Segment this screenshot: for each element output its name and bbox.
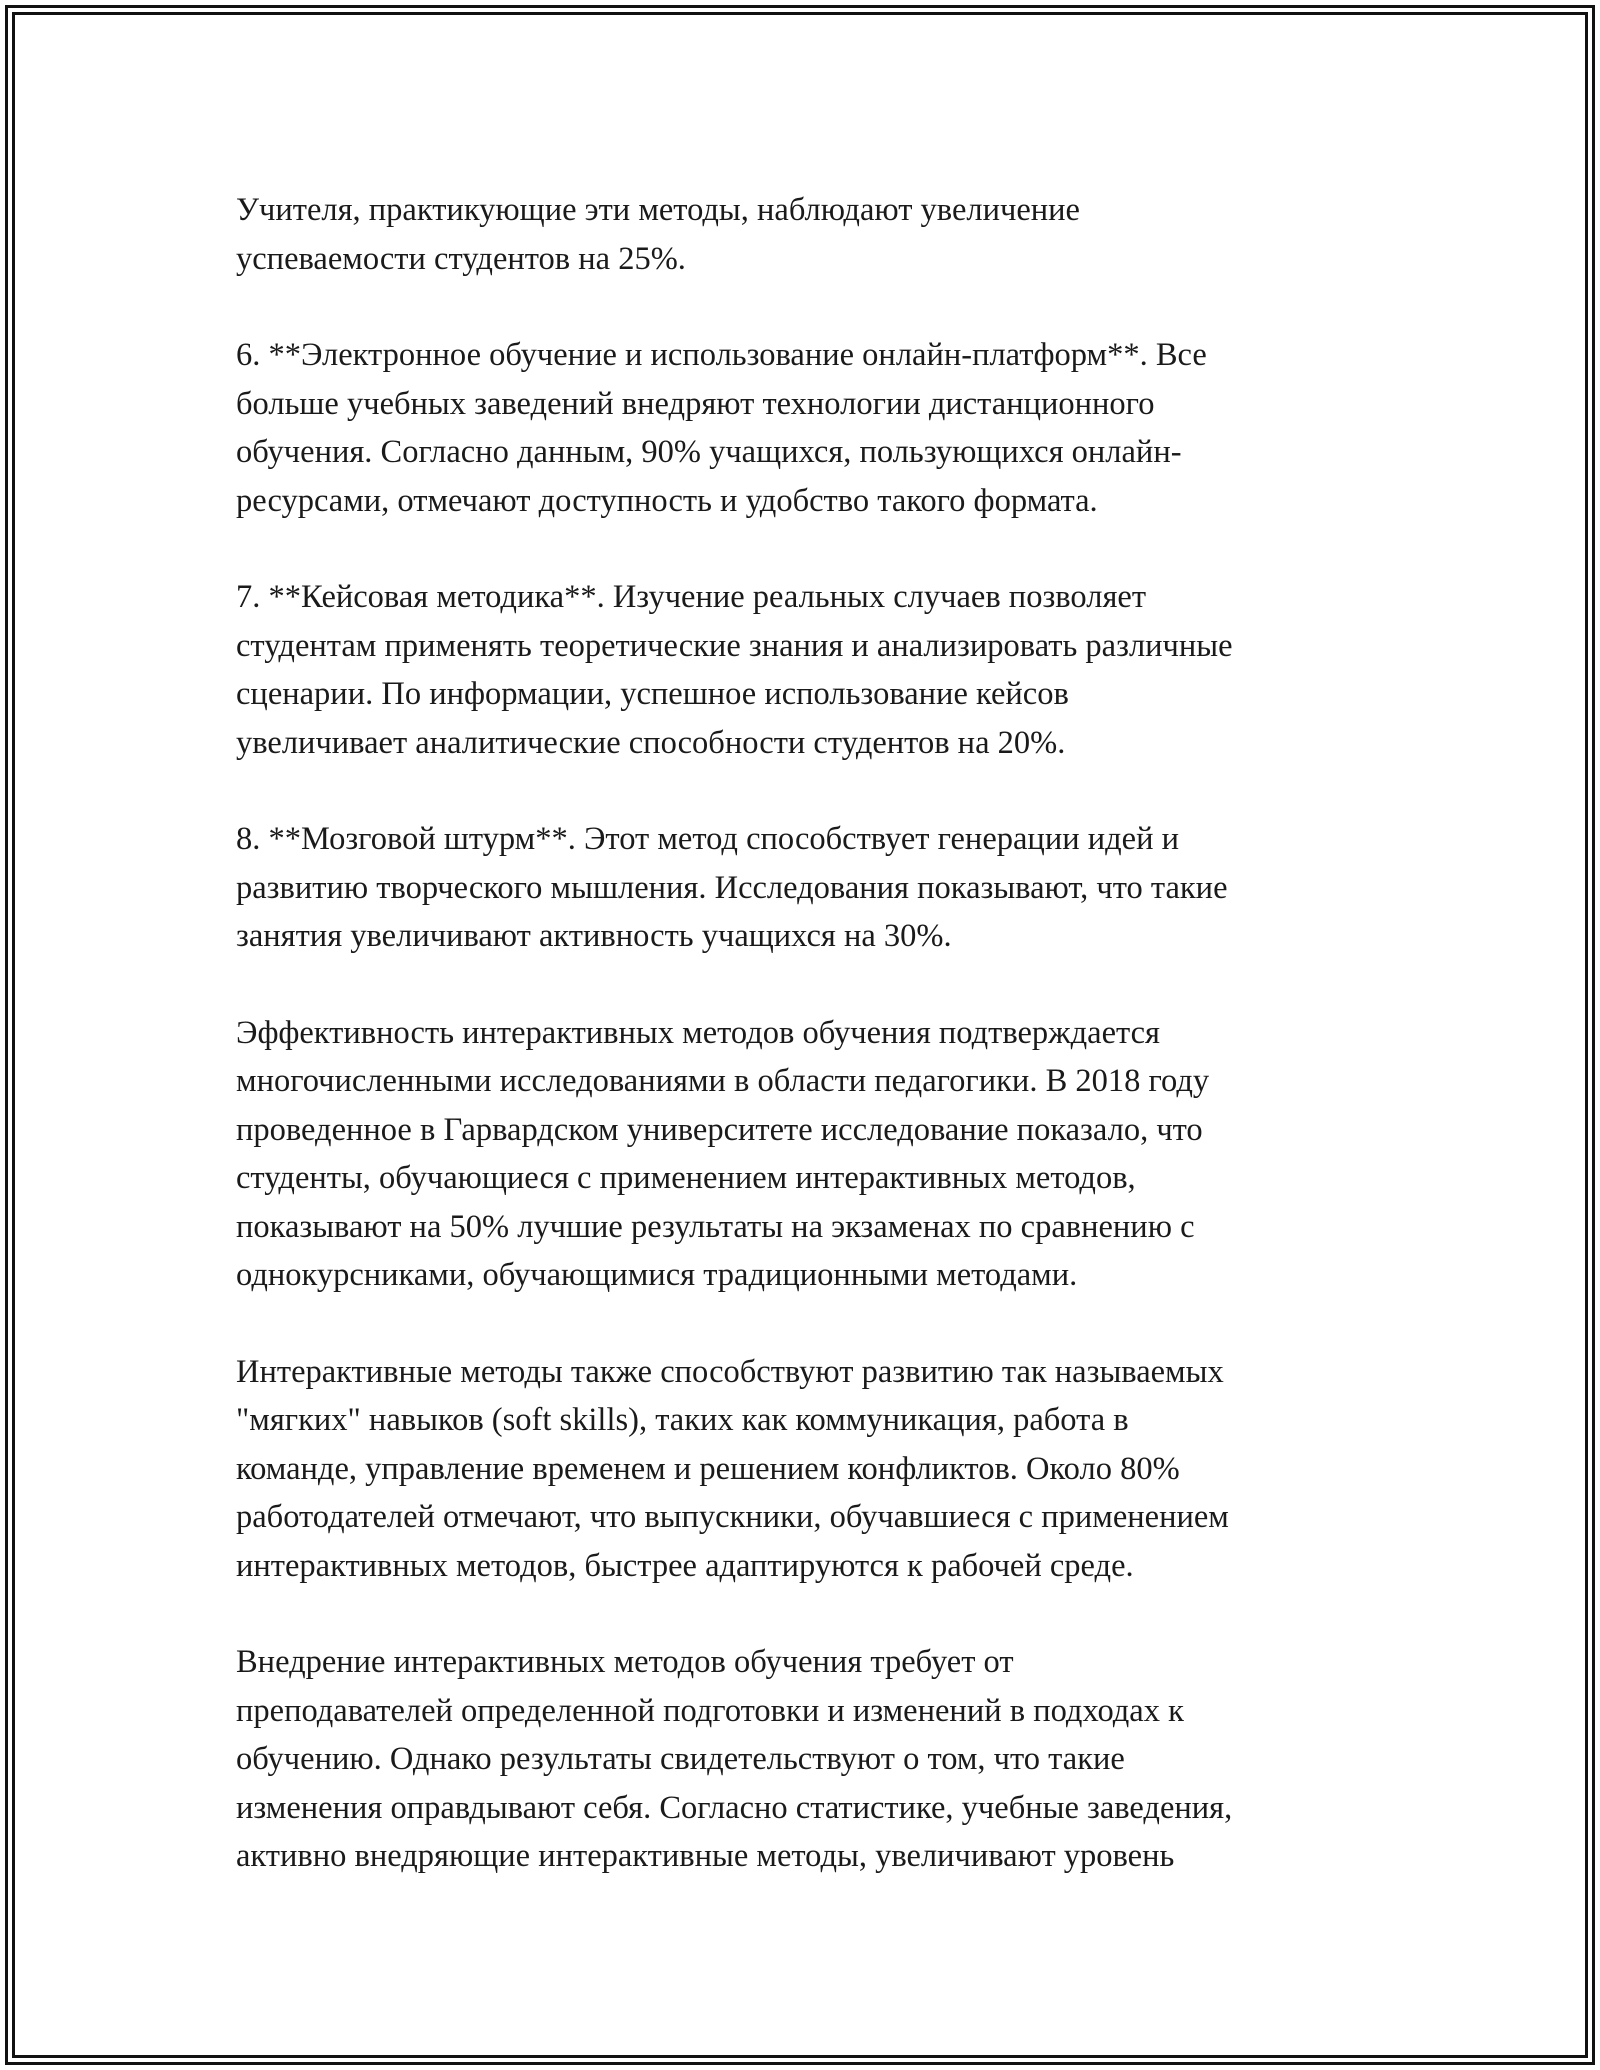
document-body [236, 186, 1376, 1881]
paragraph-implementation: Внедрение интерактивных методов обучения требует от преподавателей определенной подготовки и изменений в подходах к обучению. Однако результаты свидетельствуют о том, что такие изменения оправдывают себя. Согласно статистике, учебные заведения, активно внедряющие интерактивные методы, увеличивают уровень [236, 1644, 1233, 1874]
paragraph-brainstorming: 8. **Мозговой штурм**. Этот метод способствует генерации идей и развитию творческого мышления. Исследования показывают, что такие занятия увеличивают активность учащихся на 30%. [236, 821, 1228, 954]
paragraph-effectiveness-research: Эффективность интерактивных методов обучения подтверждается многочисленными исследованиями в области педагогики. В 2018 году проведенное в Гарвардском университете исследование показало, что студенты, обучающиеся с применением интерактивных методов, показывают на 50% лучшие результаты на экзаменах по сравнению с однокурсниками, обучающимися традиционными методами. [236, 1014, 1210, 1293]
paragraph-case-method: 7. **Кейсовая методика**. Изучение реальных случаев позволяет студентам применять теоретические знания и анализировать различные сценарии. По информации, успешное использование кейсов увеличивает аналитические способности студентов на 20%. [236, 579, 1233, 761]
paragraph-e-learning: 6. **Электронное обучение и использование онлайн-платформ**. Все больше учебных заведений внедряют технологии дистанционного обучения. Согласно данным, 90% учащихся, пользующихся онлайн- ресурсами, отмечают доступность и удобство такого формата. [236, 337, 1207, 519]
paragraph-results-intro: Учителя, практикующие эти методы, наблюдают увеличение успеваемости студентов на 25%. [236, 192, 1080, 277]
paragraph-soft-skills: Интерактивные методы также способствуют развитию так называемых "мягких" навыков (soft skills), таких как коммуникация, работа в команде, управление временем и решением конфликтов. Около 80% работодателей отмечают, что выпускники, обучавшиеся с применением интерактивных методов, быстрее адаптируются к рабочей среде. [236, 1353, 1229, 1584]
